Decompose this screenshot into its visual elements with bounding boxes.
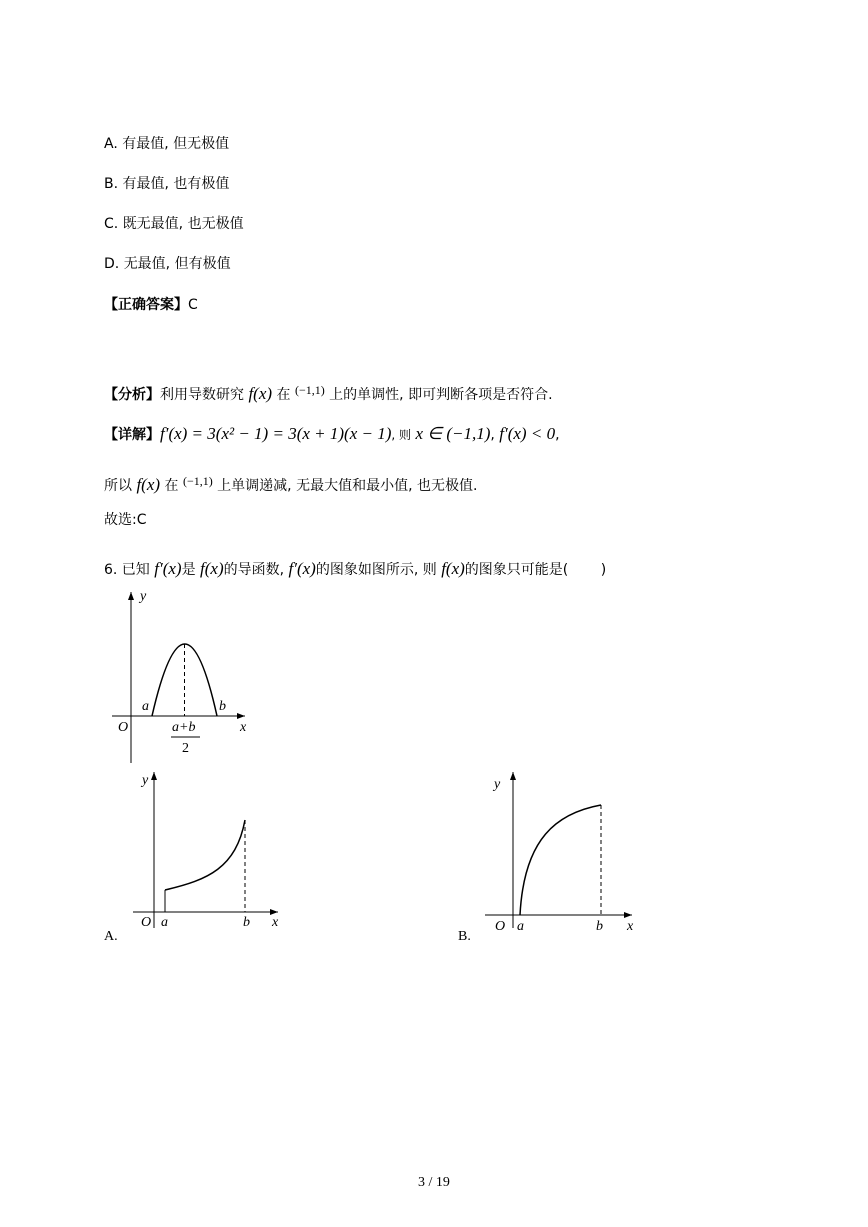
analysis-line	[104, 380, 553, 405]
fraction-numerator: a+b	[172, 720, 196, 735]
q6-text-5: )	[600, 562, 607, 578]
q6-fpx-2: f′(x)	[288, 559, 316, 578]
detail-inequality: f′(x) < 0	[499, 424, 556, 443]
option-d	[104, 254, 231, 274]
x-axis-arrow	[624, 912, 632, 918]
b-label: b	[219, 699, 226, 714]
q6-number: 6. 已知	[104, 562, 150, 578]
a-label: a	[161, 915, 168, 930]
conclusion-text-2: 在	[164, 478, 179, 494]
answer-value: C	[188, 297, 198, 313]
fraction-denominator: 2	[182, 741, 189, 756]
option-b-graph	[482, 768, 642, 938]
page-number: 3 / 19	[418, 1175, 450, 1190]
analysis-text-1: 利用导数研究	[160, 387, 244, 403]
option-a	[104, 134, 229, 154]
q6-text-3: 的图象如图所示, 则	[315, 562, 437, 578]
option-letter: C.	[104, 216, 119, 232]
option-text: 既无最值, 也无极值	[122, 216, 244, 232]
a-label: a	[142, 699, 149, 714]
b-label: b	[596, 919, 603, 934]
option-letter: B.	[104, 176, 119, 192]
detail-line	[104, 424, 560, 445]
option-b	[104, 174, 229, 194]
option-text: 有最值, 也有极值	[122, 176, 230, 192]
origin-label: O	[118, 720, 129, 735]
analysis-text-3: 上的单调性, 即可判断各项是否符合.	[329, 387, 553, 403]
analysis-label: 【分析】	[104, 387, 160, 403]
y-axis-arrow	[510, 772, 516, 780]
detail-end: ,	[555, 427, 560, 443]
question-6	[104, 559, 606, 580]
y-label: y	[494, 777, 501, 792]
option-letter: A.	[104, 136, 118, 152]
x-label: x	[240, 720, 247, 735]
origin-label: O	[141, 915, 152, 930]
analysis-interval: (−1,1)	[294, 383, 325, 397]
choose-value: C	[136, 512, 147, 528]
option-a-graph	[128, 768, 288, 938]
conclusion-fx: f(x)	[136, 475, 161, 494]
choose-line	[104, 510, 147, 530]
option-letter: D.	[104, 256, 120, 272]
analysis-fx: f(x)	[248, 384, 273, 403]
y-axis-arrow	[128, 592, 134, 600]
q6-text-2: 的导函数,	[223, 562, 285, 578]
y-label: y	[140, 589, 147, 604]
origin-label: O	[495, 919, 506, 934]
option-text: 无最值, 但有极值	[123, 256, 231, 272]
detail-label: 【详解】	[104, 427, 160, 443]
x-label: x	[627, 919, 634, 934]
y-axis-arrow	[151, 772, 157, 780]
q6-fpx: f′(x)	[154, 559, 182, 578]
q6-text-4: 的图象只可能是(	[464, 562, 569, 578]
option-c	[104, 214, 244, 234]
q6-fx: f(x)	[200, 559, 224, 578]
choose-label: 故选:	[104, 512, 137, 528]
conclusion-text-1: 所以	[104, 478, 132, 494]
conclusion-interval: (−1,1)	[182, 474, 213, 488]
convex-curve	[165, 820, 245, 890]
detail-equation: f′(x) = 3(x² − 1) = 3(x + 1)(x − 1)	[160, 424, 392, 443]
conclusion-text-3: 上单调递减, 无最大值和最小值, 也无极值.	[217, 478, 478, 494]
answer-label: 【正确答案】	[104, 297, 188, 313]
conclusion-line	[104, 471, 477, 496]
answer-line	[104, 295, 198, 315]
option-a-label: A.	[104, 929, 118, 944]
option-text: 有最值, 但无极值	[122, 136, 230, 152]
b-label: b	[243, 915, 250, 930]
detail-condition: x ∈ (−1,1)	[415, 424, 491, 443]
detail-text: , 则	[391, 428, 412, 442]
concave-curve	[520, 805, 601, 915]
detail-comma: ,	[490, 427, 495, 443]
x-axis-arrow	[237, 713, 245, 719]
a-label: a	[517, 919, 524, 934]
x-label: x	[272, 915, 279, 930]
analysis-text-2: 在	[276, 387, 291, 403]
q6-fx-2: f(x)	[441, 559, 465, 578]
q6-text-1: 是	[181, 562, 196, 578]
y-label: y	[142, 773, 149, 788]
option-b-label: B.	[458, 929, 471, 944]
derivative-graph	[100, 588, 260, 768]
